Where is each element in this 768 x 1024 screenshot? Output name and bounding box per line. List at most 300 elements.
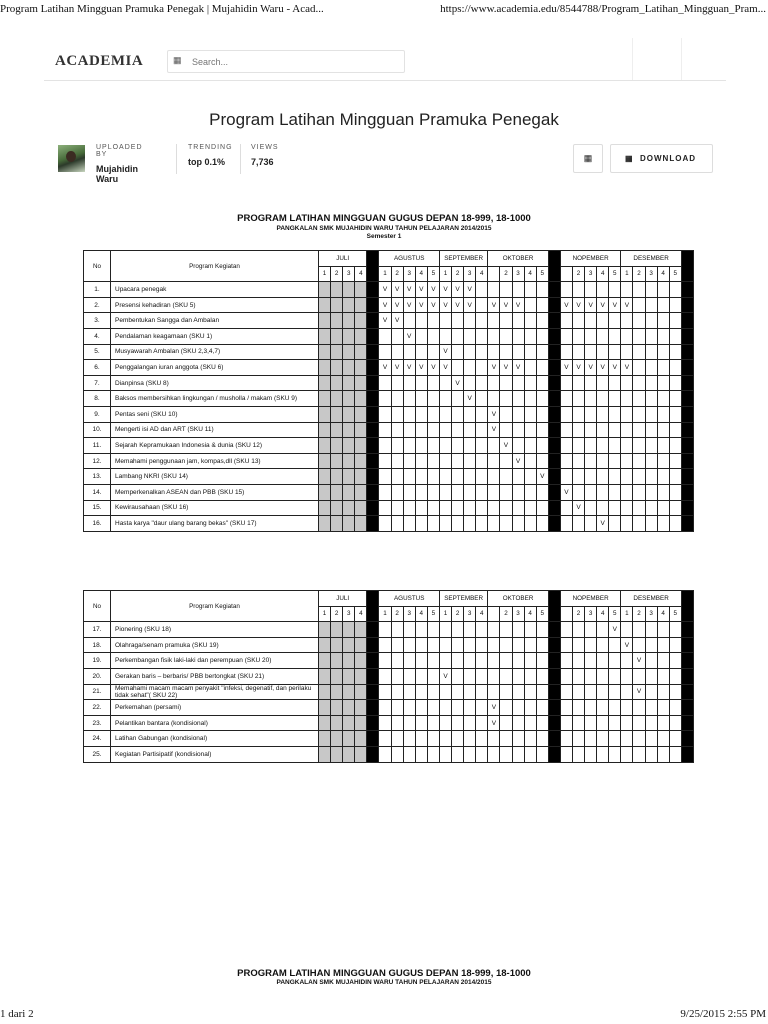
- week-header: 1: [621, 266, 633, 282]
- week-cell: V: [415, 360, 427, 376]
- week-cell: [500, 328, 512, 344]
- week-cell: [331, 422, 343, 438]
- week-cell: [476, 344, 488, 360]
- week-cell: [452, 622, 464, 638]
- week-cell: [427, 484, 439, 500]
- week-cell: [536, 360, 548, 376]
- week-cell: [645, 360, 657, 376]
- gap-cell: [681, 422, 693, 438]
- week-cell: [319, 622, 331, 638]
- week-header: 3: [464, 606, 476, 622]
- search-input[interactable]: [190, 53, 399, 70]
- week-cell: [415, 516, 427, 532]
- gap-cell: [367, 653, 379, 669]
- week-cell: [536, 375, 548, 391]
- gap-cell: [548, 653, 560, 669]
- week-cell: [415, 328, 427, 344]
- week-cell: [597, 453, 609, 469]
- week-cell: [585, 684, 597, 700]
- week-cell: [597, 328, 609, 344]
- week-cell: [391, 391, 403, 407]
- sheet-subheading: PANGKALAN SMK MUJAHIDIN WARU TAHUN PELAJARAN 2014/2015: [276, 225, 492, 232]
- week-cell: [560, 637, 572, 653]
- week-cell: [355, 282, 367, 298]
- week-header: 5: [609, 266, 621, 282]
- week-cell: [512, 469, 524, 485]
- download-label: DOWNLOAD: [640, 154, 696, 163]
- week-cell: [585, 406, 597, 422]
- week-cell: [524, 516, 536, 532]
- row-number: 12.: [84, 453, 111, 469]
- week-cell: [500, 700, 512, 716]
- week-cell: [355, 391, 367, 407]
- week-cell: [415, 391, 427, 407]
- week-cell: [633, 313, 645, 329]
- week-cell: [669, 297, 681, 313]
- week-cell: [572, 282, 584, 298]
- table-row: [84, 438, 694, 454]
- week-cell: [331, 391, 343, 407]
- week-cell: [319, 391, 331, 407]
- week-cell: [524, 422, 536, 438]
- week-header: 2: [633, 266, 645, 282]
- week-cell: [415, 637, 427, 653]
- week-cell: [319, 684, 331, 700]
- week-cell: [536, 637, 548, 653]
- week-cell: [331, 313, 343, 329]
- week-cell: [452, 313, 464, 329]
- week-cell: [621, 328, 633, 344]
- week-cell: [415, 344, 427, 360]
- week-cell: [560, 469, 572, 485]
- week-cell: [669, 715, 681, 731]
- week-header: 4: [355, 606, 367, 622]
- week-cell: [343, 438, 355, 454]
- week-cell: [512, 700, 524, 716]
- week-cell: [415, 484, 427, 500]
- week-cell: [609, 313, 621, 329]
- week-cell: [476, 422, 488, 438]
- row-number: 13.: [84, 469, 111, 485]
- row-number: 9.: [84, 406, 111, 422]
- row-number: 15.: [84, 500, 111, 516]
- week-cell: [391, 715, 403, 731]
- week-header: 2: [452, 606, 464, 622]
- week-cell: [621, 282, 633, 298]
- week-cell: [452, 406, 464, 422]
- week-cell: [609, 453, 621, 469]
- week-cell: [427, 684, 439, 700]
- week-cell: [403, 453, 415, 469]
- week-cell: [597, 684, 609, 700]
- row-activity: Kegiatan Partisipatif (kondisional): [111, 746, 319, 762]
- site-header: [44, 38, 726, 81]
- week-header: 5: [536, 606, 548, 622]
- gap-cell: [367, 422, 379, 438]
- week-cell: [403, 700, 415, 716]
- week-cell: V: [572, 360, 584, 376]
- week-cell: [391, 406, 403, 422]
- week-cell: [500, 282, 512, 298]
- week-cell: [476, 360, 488, 376]
- week-cell: [560, 684, 572, 700]
- week-cell: [512, 422, 524, 438]
- week-cell: V: [403, 328, 415, 344]
- week-cell: [331, 375, 343, 391]
- week-cell: V: [488, 297, 500, 313]
- week-cell: [633, 746, 645, 762]
- week-cell: V: [439, 282, 451, 298]
- week-cell: [319, 282, 331, 298]
- week-cell: [415, 313, 427, 329]
- week-cell: [476, 297, 488, 313]
- gap-cell: [548, 700, 560, 716]
- week-cell: [439, 684, 451, 700]
- week-cell: [476, 313, 488, 329]
- gap-cell: [367, 328, 379, 344]
- week-cell: [645, 516, 657, 532]
- week-cell: [633, 637, 645, 653]
- week-header: 3: [585, 606, 597, 622]
- week-cell: [657, 391, 669, 407]
- week-cell: [609, 668, 621, 684]
- week-cell: [439, 438, 451, 454]
- gap-cell: [681, 453, 693, 469]
- week-cell: V: [464, 297, 476, 313]
- week-cell: [415, 653, 427, 669]
- week-cell: [585, 375, 597, 391]
- trending-value: top 0.1%: [188, 157, 226, 167]
- week-cell: [512, 684, 524, 700]
- week-cell: [439, 328, 451, 344]
- week-cell: [427, 313, 439, 329]
- col-header-program: Program Kegiatan: [111, 591, 319, 622]
- week-cell: [585, 328, 597, 344]
- week-cell: [464, 328, 476, 344]
- week-cell: [609, 700, 621, 716]
- week-cell: [427, 375, 439, 391]
- week-cell: [319, 297, 331, 313]
- week-cell: [452, 700, 464, 716]
- trending: [188, 144, 233, 167]
- week-cell: [403, 344, 415, 360]
- week-cell: [500, 637, 512, 653]
- academia-logo[interactable]: ACADEMIA: [55, 53, 144, 69]
- print-header-url: https://www.academia.edu/8544788/Program_Latihan_Mingguan_Pram...: [440, 3, 766, 15]
- week-header: 4: [597, 266, 609, 282]
- week-cell: [657, 500, 669, 516]
- week-cell: [464, 637, 476, 653]
- table-row: [84, 422, 694, 438]
- week-cell: [645, 282, 657, 298]
- week-cell: [331, 700, 343, 716]
- week-cell: [343, 328, 355, 344]
- week-cell: [633, 344, 645, 360]
- week-cell: [403, 622, 415, 638]
- gap-column: [367, 251, 379, 282]
- week-cell: [524, 731, 536, 747]
- week-cell: [427, 516, 439, 532]
- week-cell: [488, 637, 500, 653]
- week-cell: V: [427, 297, 439, 313]
- week-cell: [379, 668, 391, 684]
- row-activity: Pionering (SKU 18): [111, 622, 319, 638]
- week-cell: [439, 637, 451, 653]
- week-cell: [355, 484, 367, 500]
- week-cell: [512, 746, 524, 762]
- week-cell: [524, 684, 536, 700]
- week-cell: [657, 684, 669, 700]
- header-divider: [681, 38, 682, 80]
- week-cell: [355, 469, 367, 485]
- row-number: 6.: [84, 360, 111, 376]
- gap-cell: [548, 438, 560, 454]
- week-cell: [500, 469, 512, 485]
- gap-cell: [681, 684, 693, 700]
- uploader-name[interactable]: Mujahidin Waru: [96, 164, 138, 184]
- gap-cell: [548, 637, 560, 653]
- week-cell: [439, 622, 451, 638]
- week-cell: [464, 684, 476, 700]
- week-cell: [452, 344, 464, 360]
- week-cell: [331, 328, 343, 344]
- week-cell: [391, 516, 403, 532]
- gap-cell: [681, 715, 693, 731]
- week-cell: V: [500, 438, 512, 454]
- week-header: 2: [572, 266, 584, 282]
- gap-cell: [681, 469, 693, 485]
- week-cell: [331, 668, 343, 684]
- download-icon: ▦: [625, 154, 634, 163]
- week-cell: [609, 500, 621, 516]
- week-cell: [476, 438, 488, 454]
- week-cell: [645, 622, 657, 638]
- week-cell: [319, 700, 331, 716]
- gap-cell: [548, 344, 560, 360]
- week-cell: [560, 282, 572, 298]
- table-row: [84, 668, 694, 684]
- week-cell: [355, 516, 367, 532]
- week-cell: [512, 344, 524, 360]
- week-cell: [331, 653, 343, 669]
- row-activity: Pendalaman keagamaan (SKU 1): [111, 328, 319, 344]
- week-cell: [403, 516, 415, 532]
- uploaded-by-label: UPLOADED BY: [96, 144, 143, 158]
- week-cell: [572, 453, 584, 469]
- week-cell: [439, 500, 451, 516]
- week-cell: [415, 731, 427, 747]
- week-cell: [560, 731, 572, 747]
- week-cell: [597, 500, 609, 516]
- print-footer-datetime: 9/25/2015 2:55 PM: [680, 1008, 766, 1020]
- week-cell: [669, 438, 681, 454]
- week-cell: [657, 438, 669, 454]
- week-cell: [609, 422, 621, 438]
- search-icon: ▦: [173, 55, 182, 65]
- week-cell: [500, 746, 512, 762]
- gap-cell: [681, 313, 693, 329]
- week-cell: [572, 313, 584, 329]
- week-cell: [597, 344, 609, 360]
- week-cell: [476, 406, 488, 422]
- week-cell: [645, 422, 657, 438]
- week-cell: [512, 391, 524, 407]
- week-cell: [572, 516, 584, 532]
- week-cell: [391, 731, 403, 747]
- week-cell: [633, 360, 645, 376]
- week-cell: V: [403, 282, 415, 298]
- row-number: 14.: [84, 484, 111, 500]
- week-header: 3: [403, 606, 415, 622]
- week-cell: [464, 422, 476, 438]
- week-cell: [343, 700, 355, 716]
- week-cell: [439, 375, 451, 391]
- week-cell: [524, 360, 536, 376]
- week-cell: [464, 516, 476, 532]
- week-cell: [331, 500, 343, 516]
- gap-cell: [548, 328, 560, 344]
- table-row: [84, 484, 694, 500]
- week-cell: V: [585, 360, 597, 376]
- week-cell: [585, 516, 597, 532]
- week-cell: [645, 653, 657, 669]
- week-cell: [633, 297, 645, 313]
- col-header-program: Program Kegiatan: [111, 251, 319, 282]
- week-cell: [560, 700, 572, 716]
- week-cell: [500, 422, 512, 438]
- week-cell: [633, 391, 645, 407]
- week-cell: [572, 684, 584, 700]
- week-cell: [343, 516, 355, 532]
- week-cell: [657, 700, 669, 716]
- week-cell: [657, 328, 669, 344]
- week-cell: [633, 622, 645, 638]
- week-cell: [536, 700, 548, 716]
- week-cell: [464, 622, 476, 638]
- week-cell: [343, 360, 355, 376]
- week-cell: [379, 715, 391, 731]
- week-cell: [500, 375, 512, 391]
- week-cell: [476, 622, 488, 638]
- download-button[interactable]: [610, 144, 713, 173]
- avatar[interactable]: [58, 145, 85, 172]
- week-cell: V: [427, 282, 439, 298]
- week-cell: [669, 328, 681, 344]
- week-cell: [464, 500, 476, 516]
- week-cell: [669, 622, 681, 638]
- week-cell: [645, 700, 657, 716]
- week-cell: [379, 746, 391, 762]
- week-cell: [331, 469, 343, 485]
- gap-cell: [548, 391, 560, 407]
- week-cell: [512, 622, 524, 638]
- week-cell: [633, 668, 645, 684]
- week-cell: [319, 313, 331, 329]
- week-cell: [427, 700, 439, 716]
- week-cell: [645, 344, 657, 360]
- week-cell: [560, 653, 572, 669]
- week-cell: V: [379, 313, 391, 329]
- week-cell: [633, 328, 645, 344]
- week-cell: [560, 375, 572, 391]
- week-cell: [524, 715, 536, 731]
- week-cell: [524, 653, 536, 669]
- gap-cell: [367, 297, 379, 313]
- week-cell: [319, 360, 331, 376]
- week-header: 1: [379, 606, 391, 622]
- gap-cell: [548, 453, 560, 469]
- week-cell: [669, 313, 681, 329]
- gap-cell: [548, 684, 560, 700]
- table-row: [84, 700, 694, 716]
- week-cell: [560, 500, 572, 516]
- week-cell: [645, 453, 657, 469]
- week-cell: [391, 500, 403, 516]
- week-cell: [452, 637, 464, 653]
- week-cell: [572, 484, 584, 500]
- week-cell: [319, 375, 331, 391]
- week-cell: [500, 313, 512, 329]
- week-cell: [657, 668, 669, 684]
- week-cell: [669, 406, 681, 422]
- week-cell: [379, 700, 391, 716]
- week-cell: V: [621, 360, 633, 376]
- week-cell: [597, 484, 609, 500]
- week-cell: [657, 653, 669, 669]
- week-cell: [657, 297, 669, 313]
- week-cell: [415, 469, 427, 485]
- week-cell: [597, 313, 609, 329]
- week-header: 4: [597, 606, 609, 622]
- week-cell: [536, 391, 548, 407]
- week-cell: [609, 391, 621, 407]
- week-cell: [415, 668, 427, 684]
- week-cell: [319, 731, 331, 747]
- week-cell: [621, 422, 633, 438]
- week-cell: [609, 469, 621, 485]
- gap-cell: [681, 406, 693, 422]
- week-cell: [536, 715, 548, 731]
- week-cell: [536, 313, 548, 329]
- views: [251, 144, 279, 167]
- search-box[interactable]: [167, 50, 405, 73]
- week-cell: [343, 622, 355, 638]
- week-cell: [476, 484, 488, 500]
- week-cell: [536, 622, 548, 638]
- week-cell: [488, 746, 500, 762]
- week-cell: V: [439, 297, 451, 313]
- table-row: [84, 469, 694, 485]
- week-cell: [585, 484, 597, 500]
- week-cell: [476, 746, 488, 762]
- bookmark-button[interactable]: [573, 144, 603, 173]
- week-cell: [355, 653, 367, 669]
- week-cell: [355, 344, 367, 360]
- gap-cell: [548, 516, 560, 532]
- week-cell: [427, 746, 439, 762]
- gap-cell: [367, 282, 379, 298]
- week-cell: [609, 484, 621, 500]
- row-activity: Penggalangan iuran anggota (SKU 6): [111, 360, 319, 376]
- week-cell: [633, 731, 645, 747]
- week-cell: [343, 282, 355, 298]
- week-cell: [633, 422, 645, 438]
- gap-cell: [367, 622, 379, 638]
- week-cell: [331, 344, 343, 360]
- trending-label: TRENDING: [188, 144, 233, 151]
- week-cell: [609, 282, 621, 298]
- week-cell: [464, 453, 476, 469]
